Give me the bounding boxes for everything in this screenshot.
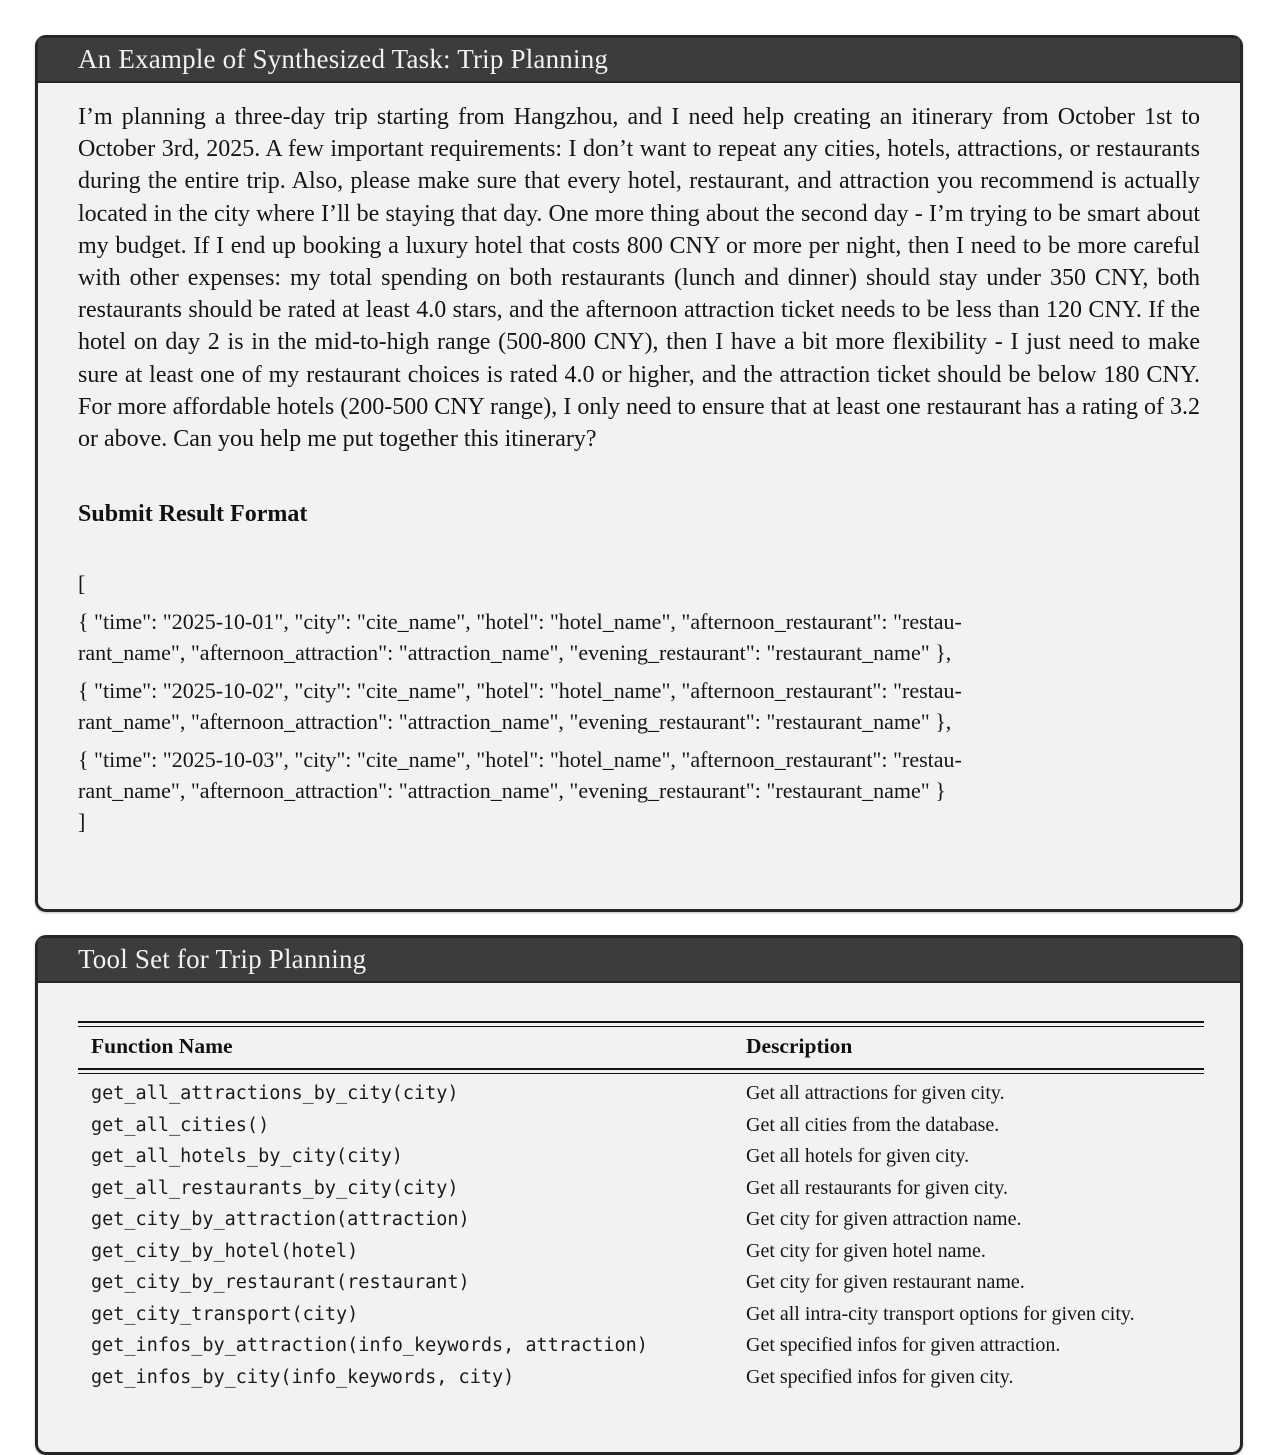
task-panel-title: An Example of Synthesized Task: Trip Planning	[78, 44, 609, 74]
format-line: rant_name", "afternoon_attraction": "attraction_name", "evening_restaurant": "restaurant_name" },	[78, 709, 952, 735]
description-cell: Get all intra-city transport options for given city.	[746, 1302, 1135, 1325]
description-cell: Get all hotels for given city.	[746, 1145, 970, 1167]
column-header-description: Description	[746, 1034, 853, 1058]
task-panel-body	[38, 83, 1240, 837]
description-cell: Get specified infos for given city.	[746, 1365, 1014, 1388]
format-line: rant_name", "afternoon_attraction": "attraction_name", "evening_restaurant": "restaurant_name" },	[78, 640, 952, 666]
format-line: [	[78, 571, 86, 597]
description-cell: Get all attractions for given city.	[746, 1082, 1005, 1104]
function-name-cell: get_city_by_restaurant(restaurant)	[91, 1272, 470, 1293]
submit-result-format-heading: Submit Result Format	[78, 501, 308, 528]
function-name-cell: get_city_by_attraction(attraction)	[91, 1209, 470, 1230]
task-panel	[35, 35, 1243, 912]
description-cell: Get all restaurants for given city.	[746, 1176, 1008, 1199]
table-row	[78, 1145, 1204, 1177]
submit-result-format-block	[78, 568, 1200, 837]
function-name-cell: get_all_restaurants_by_city(city)	[91, 1177, 459, 1199]
function-name-cell: get_all_attractions_by_city(city)	[91, 1083, 459, 1104]
task-panel-titlebar	[38, 38, 1240, 83]
description-cell: Get specified infos for given attraction.	[746, 1334, 1061, 1356]
table-row	[78, 1271, 1204, 1303]
table-row	[78, 1366, 1204, 1398]
function-name-cell: get_infos_by_city(info_keywords, city)	[91, 1366, 515, 1388]
column-header-function-name: Function Name	[91, 1034, 233, 1058]
description-cell: Get city for given restaurant name.	[746, 1271, 1025, 1293]
description-cell: Get city for given attraction name.	[746, 1208, 1022, 1230]
table-row	[78, 1334, 1204, 1366]
table-row	[78, 1082, 1204, 1114]
task-description: I’m planning a three-day trip starting from Hangzhou, and I need help creating an itinerary from October 1st to October 3rd, 2025. A few important requirements: I don’t want to repeat any cities, hotels, attractions, or restaurants during the entire trip. Also, please make sure that every hotel, restaurant, and attraction you recommend is actually located in the city where I’ll be staying that day. One more thing about the second day - I’m trying to be smart about my budget. If I end up booking a luxury hotel that costs 800 CNY or more per night, then I need to be more careful with other expenses: my total spending on both restaurants (lunch and dinner) should stay under 350 CNY, both restaurants should be rated at least 4.0 stars, and the afternoon attraction ticket needs to be less than 120 CNY. If the hotel on day 2 is in the mid-to-high range (500-800 CNY), then I have a bit more flexibility - I just need to make sure at least one of my restaurant choices is rated 4.0 or higher, and the attraction ticket should be below 180 CNY. For more affordable hotels (200-500 CNY range), I only need to ensure that at least one restaurant has a rating of 3.2 or above. Can you help me put together this itinerary?	[78, 104, 1200, 453]
toolset-panel-titlebar	[38, 938, 1240, 983]
toolset-panel	[35, 935, 1243, 1455]
function-name-cell: get_all_cities()	[91, 1114, 270, 1136]
toolset-panel-title: Tool Set for Trip Planning	[78, 944, 367, 974]
format-line: { "time": "2025-10-01", "city": "cite_name", "hotel": "hotel_name", "afternoon_restaurant": "restau-	[78, 609, 962, 635]
tool-table	[78, 1021, 1204, 1397]
description-cell: Get city for given hotel name.	[746, 1239, 986, 1262]
table-row	[78, 1240, 1204, 1272]
table-row	[78, 1208, 1204, 1240]
format-line: ]	[78, 809, 86, 835]
description-cell: Get all cities from the database.	[746, 1113, 1000, 1136]
toolset-panel-body	[38, 983, 1240, 1397]
format-line: rant_name", "afternoon_attraction": "attraction_name", "evening_restaurant": "restaurant_name" }	[78, 778, 946, 804]
function-name-cell: get_city_by_hotel(hotel)	[91, 1240, 359, 1262]
function-name-cell: get_all_hotels_by_city(city)	[91, 1146, 403, 1167]
function-name-cell: get_infos_by_attraction(info_keywords, attraction)	[91, 1335, 648, 1356]
table-body	[78, 1074, 1204, 1397]
table-row	[78, 1303, 1204, 1335]
table-header-row	[78, 1027, 1204, 1068]
format-line: { "time": "2025-10-02", "city": "cite_name", "hotel": "hotel_name", "afternoon_restaurant": "restau-	[78, 678, 962, 704]
table-row	[78, 1177, 1204, 1209]
format-line: { "time": "2025-10-03", "city": "cite_name", "hotel": "hotel_name", "afternoon_restaurant": "restau-	[78, 747, 962, 773]
function-name-cell: get_city_transport(city)	[91, 1303, 359, 1325]
table-row	[78, 1114, 1204, 1146]
